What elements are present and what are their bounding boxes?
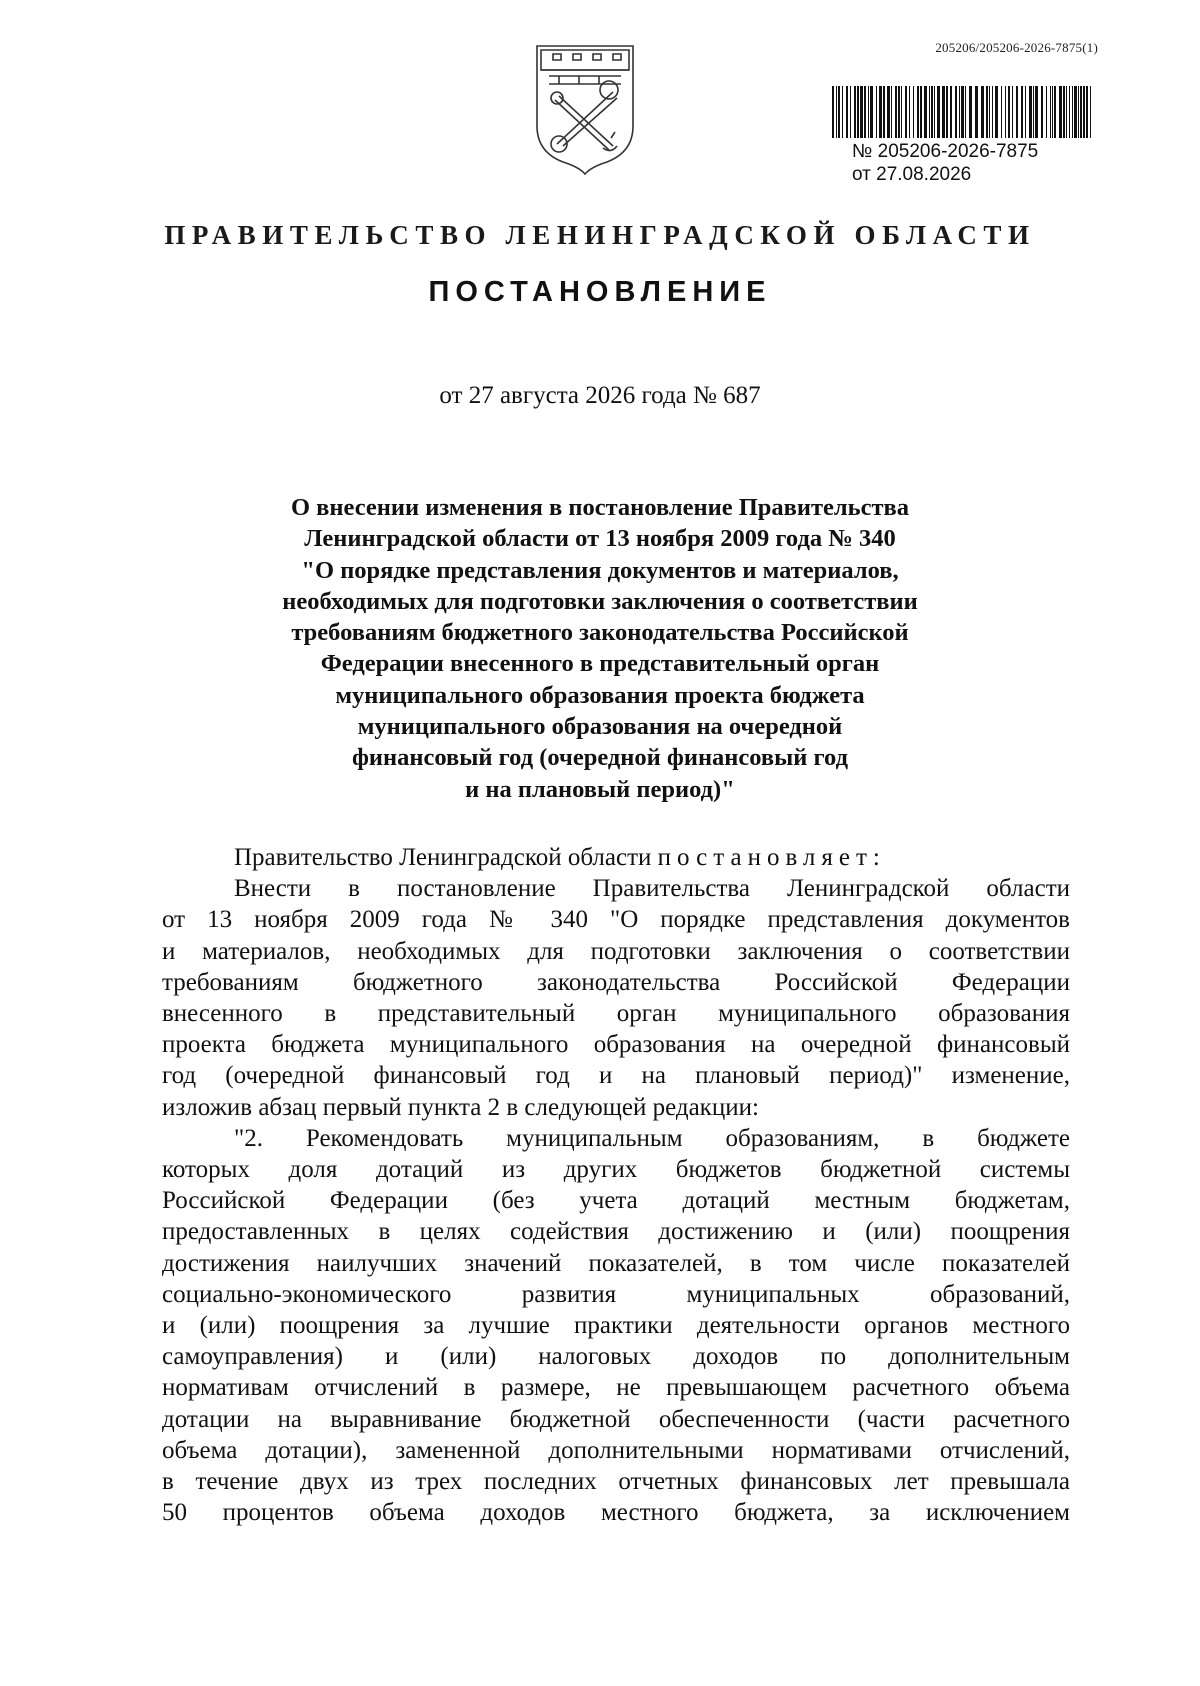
subject-line: финансовый год (очередной финансовый год (351, 744, 848, 772)
barcode-bar (850, 86, 851, 138)
barcode-bar (913, 86, 914, 138)
body-line: и (или) поощрения за лучшие практики деятельности органов местного (162, 1312, 1070, 1340)
barcode-bar (1035, 86, 1038, 138)
barcode-bar (876, 86, 877, 138)
barcode-bar (975, 86, 978, 138)
barcode-bar (846, 86, 848, 138)
body-line: Внести в постановление Правительства Ленинградской области (234, 875, 1070, 903)
barcode-bar (1050, 86, 1051, 138)
barcode-bar (942, 86, 945, 138)
subject-line: муниципального образования на очередной (357, 713, 843, 741)
registration-code: 205206/205206-2026-7875(1) (935, 40, 1098, 55)
barcode-bar (1005, 86, 1006, 138)
barcode-bar (1001, 86, 1002, 138)
barcode-bar (950, 86, 952, 138)
body-line: в течение двух из трех последних отчетных финансовых лет превышала (162, 1468, 1070, 1496)
body-line: год (очередной финансовый год и на плановый период)" изменение, (162, 1062, 1070, 1090)
document-subject (200, 492, 1000, 805)
registration-number: № 205206-2026-7875 (852, 141, 1039, 162)
barcode-bar (1054, 86, 1056, 138)
subject-line: Федерации внесенного в представительный орган (320, 650, 880, 678)
body-line: Российской Федерации (без учета дотаций местным бюджетам, (162, 1187, 1070, 1215)
body-intro (162, 842, 1070, 873)
body-line: от 13 ноября 2009 года № 340 "О порядке представления документов (162, 906, 1070, 934)
barcode-bar (879, 86, 882, 138)
barcode-bar (1029, 86, 1032, 138)
barcode-bar (1083, 86, 1085, 138)
government-title: ПРАВИТЕЛЬСТВО ЛЕНИНГРАДСКОЙ ОБЛАСТИ (164, 220, 1036, 250)
body-line: которых доля дотаций из других бюджетов бюджетной системы (162, 1156, 1070, 1184)
barcode-bar (1012, 86, 1013, 138)
barcode-bar (1016, 86, 1018, 138)
barcode-bar (1025, 86, 1026, 138)
barcode-bar (854, 86, 856, 138)
barcode-bar (959, 86, 960, 138)
barcode-bar (965, 86, 966, 138)
barcode-bar (937, 86, 940, 138)
barcode-bar (929, 86, 930, 138)
document-date-number: от 27 августа 2026 года № 687 (439, 382, 761, 409)
body-line: объема дотации), замененной дополнительными нормативами отчислений, (162, 1436, 1070, 1464)
barcode-bar (992, 86, 993, 138)
document-type: ПОСТАНОВЛЕНИЕ (428, 276, 772, 308)
body-line: дотации на выравнивание бюджетной обеспеченности (части расчетного (162, 1405, 1070, 1433)
barcode-bar (1090, 86, 1091, 138)
registration-date: от 27.08.2026 (852, 164, 972, 185)
barcode-bar (1008, 86, 1010, 138)
body-line: внесенного в представительный орган муниципального образования (162, 1000, 1070, 1028)
body-line: достижения наилучших значений показателей, в том числе показателей (162, 1249, 1070, 1277)
body-line: "2. Рекомендовать муниципальным образованиям, в бюджете (234, 1124, 1070, 1152)
barcode-bar (832, 86, 834, 138)
barcode-bar (917, 86, 919, 138)
barcode-bar (905, 86, 907, 138)
barcode-bar (1078, 86, 1079, 138)
barcode-bar (1033, 86, 1034, 138)
barcode-bar (891, 86, 892, 138)
document-body (162, 842, 1070, 1528)
body-line: требованиям бюджетного законодательства Российской Федерации (162, 968, 1070, 996)
barcode-bar (946, 86, 948, 138)
barcode-bar (995, 86, 998, 138)
subject-line: и на плановый период)" (465, 775, 735, 803)
barcode-bar (836, 86, 837, 138)
body-line: предоставленных в целях содействия достижению и (или) поощрения (162, 1218, 1070, 1246)
barcode-bar (857, 86, 859, 138)
barcode-bar (924, 86, 927, 138)
subject-line: необходимых для подготовки заключения о соответствии (282, 587, 918, 615)
subject-line: О внесении изменения в постановление Правительства (291, 494, 909, 521)
barcode-icon (830, 86, 1098, 138)
barcode-bar (1074, 86, 1077, 138)
body-line: 50 процентов объема доходов местного бюджета, за исключением (162, 1499, 1070, 1527)
barcode-bar (1052, 86, 1053, 138)
barcode-bar (1041, 86, 1043, 138)
subject-line: муниципального образования проекта бюджета (335, 681, 865, 709)
barcode-bar (909, 86, 910, 138)
barcode-bar (1021, 86, 1023, 138)
barcode-bar (1086, 86, 1088, 138)
body-line: и материалов, необходимых для подготовки заключения о соответствии (162, 937, 1070, 965)
barcode-bar (1059, 86, 1062, 138)
barcode-bar (989, 86, 990, 138)
barcode-bar (931, 86, 933, 138)
body-line: социально-экономического развития муниципальных образований, (162, 1280, 1070, 1308)
barcode-bar (842, 86, 843, 138)
barcode-bar (1066, 86, 1067, 138)
body-line: изложив абзац первый пункта 2 в следующей редакции: (162, 1093, 759, 1121)
barcode-bar (901, 86, 902, 138)
barcode-bar (895, 86, 897, 138)
barcode-bar (920, 86, 922, 138)
barcode-bar (969, 86, 972, 138)
barcode-bar (961, 86, 964, 138)
subject-line: Ленинградской области от 13 ноября 2009 года № 340 (304, 525, 896, 553)
barcode-bar (1069, 86, 1070, 138)
barcode-bar (838, 86, 840, 138)
subject-line: требованиям бюджетного законодательства Российской (291, 619, 909, 647)
barcode-bar (981, 86, 984, 138)
body-line: проекта бюджета муниципального образования на очередной финансовый (162, 1031, 1070, 1059)
barcode-bar (864, 86, 866, 138)
barcode-bar (870, 86, 873, 138)
barcode-bar (868, 86, 869, 138)
barcode-bar (934, 86, 935, 138)
barcode-bar (883, 86, 885, 138)
barcode-bar (860, 86, 863, 138)
intro-text: Правительство Ленинградской области (234, 844, 652, 871)
barcode-bar (1063, 86, 1065, 138)
barcode-bar (1072, 86, 1073, 138)
barcode-bar (898, 86, 900, 138)
registration-stamp (852, 140, 1038, 186)
barcode-bar (1046, 86, 1047, 138)
intro-verb: постановляет: (657, 844, 886, 871)
barcode-bar (955, 86, 957, 138)
barcode-bar (887, 86, 890, 138)
barcode-bar (986, 86, 988, 138)
barcode-bar (1080, 86, 1082, 138)
leningrad-oblast-coat-of-arms-icon (529, 40, 641, 178)
body-line: самоуправления) и (или) налоговых доходов по дополнительным (162, 1343, 1070, 1371)
subject-line: "О порядке представления документов и материалов, (301, 556, 899, 584)
body-line: нормативам отчислений в размере, не превышающем расчетного объема (162, 1374, 1070, 1402)
